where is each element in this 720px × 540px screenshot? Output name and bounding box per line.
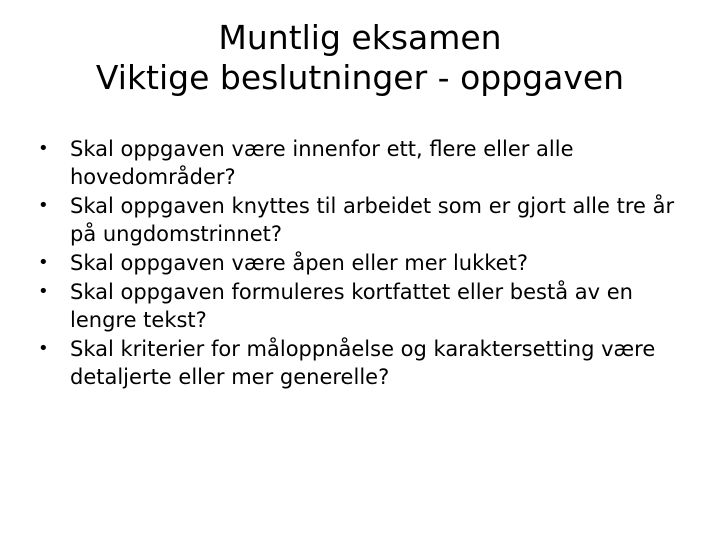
bullet-list (36, 135, 696, 392)
bullet-text: Skal oppgaven formuleres kortfattet eller bestå av en lengre tekst? (70, 280, 633, 332)
bullet-dot-icon: • (38, 252, 49, 273)
bullet-text: Skal oppgaven knyttes til arbeidet som er gjort alle tre år på ungdomstrinnet? (70, 194, 675, 246)
bullet-item (36, 192, 696, 248)
bullet-text: Skal oppgaven være åpen eller mer lukket? (70, 251, 528, 275)
bullet-item (36, 135, 696, 191)
title-line-1: Muntlig eksamen (218, 18, 502, 57)
bullet-dot-icon: • (38, 338, 49, 359)
bullet-item (36, 278, 696, 334)
title-line-2: Viktige beslutninger - oppgaven (95, 58, 625, 97)
bullet-item (36, 249, 696, 277)
bullet-text: Skal kriterier for måloppnåelse og karaktersetting være detaljerte eller mer generelle? (70, 337, 656, 389)
bullet-dot-icon: • (38, 195, 49, 216)
slide-title (36, 18, 684, 98)
bullet-dot-icon: • (38, 281, 49, 302)
bullet-item (36, 335, 696, 391)
bullet-dot-icon: • (38, 138, 49, 159)
bullet-text: Skal oppgaven være innenfor ett, flere eller alle hovedområder? (70, 137, 574, 189)
